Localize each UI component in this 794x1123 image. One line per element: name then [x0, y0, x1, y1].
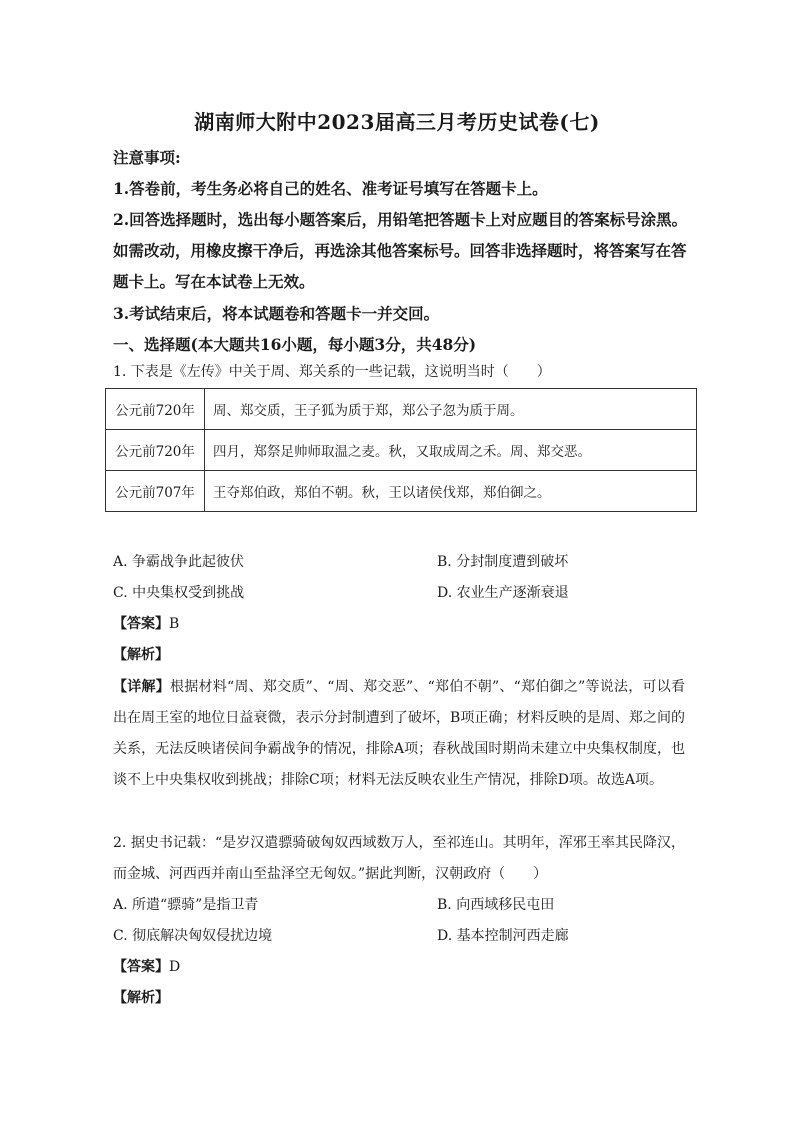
q2-option-b: B. 向西域移民屯田	[437, 897, 555, 913]
answer-value: B	[169, 616, 180, 632]
table-row	[106, 430, 697, 471]
analysis-label: 【解析】	[113, 647, 169, 663]
table-row	[106, 389, 697, 430]
q1-option-d: D. 农业生产逐渐衰退	[437, 585, 569, 601]
section-heading: 一、选择题(本大题共16小题，每小题3分，共48分)	[113, 335, 477, 354]
q2-stem: 2. 据史书记载：“是岁汉遣骠骑破匈奴西域数万人，至祁连山。其明年，浑邪王率其民降汉，而金城、河西西并南山至盐泽空无匈奴。”据此判断，汉朝政府（ ）	[113, 835, 685, 882]
table-cell-text: 王夺郑伯政，郑伯不朝。秋，王以诸侯伐郑，郑伯御之。	[205, 471, 697, 512]
q1-analysis-label	[113, 645, 169, 665]
notice-item-1: 1.答卷前，考生务必将自己的姓名、准考证号填写在答题卡上。	[113, 179, 548, 198]
answer-label: 【答案】	[113, 959, 169, 975]
q1-stem: 1. 下表是《左传》中关于周、郑关系的一些记载，这说明当时（ ）	[113, 364, 551, 380]
table-cell-year: 公元前720年	[106, 430, 205, 471]
notice-heading: 注意事项:	[113, 148, 181, 167]
q1-option-c: C. 中央集权受到挑战	[113, 585, 245, 601]
detail-text: 根据材料“周、郑交质”、“周、郑交恶”、“郑伯不朝”、“郑伯御之”等说法，可以看出在周王室的地位日益衰微，表示分封制遭到了破坏，B项正确；材料反映的是周、郑之间的关系，无法反映诸侯间争霸战争的情况，排除A项；春秋战国时期尚未建立中央集权制度，也谈不上中央集权收到挑战；排除C项；材料无法反映农业生产情况，排除D项。故选A项。	[113, 679, 685, 788]
notice-item-2: 2.回答选择题时，选出每小题答案后，用铅笔把答题卡上对应题目的答案标号涂黑。如需改动，用橡皮擦干净后，再选涂其他答案标号。回答非选择题时，将答案写在答题卡上。写在本试卷上无效。	[113, 210, 688, 291]
analysis-label: 【解析】	[113, 990, 169, 1006]
q1-option-a: A. 争霸战争此起彼伏	[113, 554, 245, 570]
q1-option-b: B. 分封制度遭到破坏	[437, 554, 569, 570]
table-cell-year: 公元前707年	[106, 471, 205, 512]
answer-value: D	[169, 959, 181, 975]
table-row	[106, 471, 697, 512]
table-cell-text: 四月，郑祭足帅师取温之麦。秋，又取成周之禾。周、郑交恶。	[205, 430, 697, 471]
q2-answer	[113, 957, 180, 977]
page-title: 湖南师大附中2023届高三月考历史试卷(七)	[194, 110, 600, 134]
table-cell-year: 公元前720年	[106, 389, 205, 430]
answer-label: 【答案】	[113, 616, 169, 632]
q1-detail	[113, 672, 685, 796]
q1-table	[105, 388, 697, 512]
q2-option-a: A. 所遣“骠骑”是指卫青	[113, 897, 259, 913]
notice-item-3: 3.考试结束后，将本试题卷和答题卡一并交回。	[113, 304, 440, 323]
q1-answer	[113, 614, 179, 634]
q2-option-c: C. 彻底解决匈奴侵扰边境	[113, 928, 273, 944]
q2-analysis-label	[113, 988, 169, 1008]
table-cell-text: 周、郑交质，王子狐为质于郑，郑公子忽为质于周。	[205, 389, 697, 430]
detail-label: 【详解】	[113, 679, 170, 695]
q2-option-d: D. 基本控制河西走廊	[437, 928, 569, 944]
